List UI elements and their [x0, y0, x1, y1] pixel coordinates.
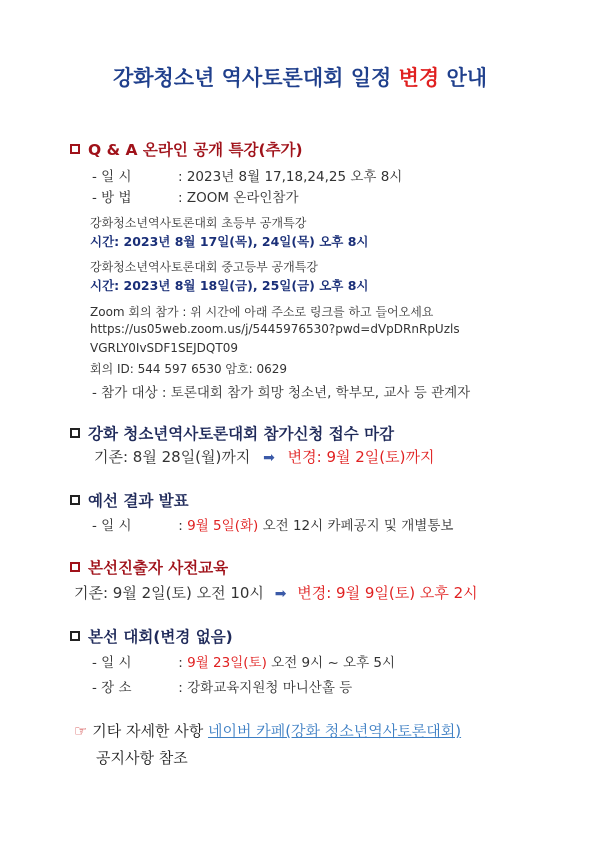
final-date-rest: 오전 9시 ~ 오후 5시: [266, 655, 396, 671]
title-emphasis: 변경: [398, 66, 440, 90]
qa-method-value: : ZOOM 온라인참가: [178, 190, 299, 206]
section-application-heading: [70, 422, 394, 444]
checkbox-square-icon: [70, 495, 80, 505]
checkbox-square-icon: [70, 144, 80, 154]
section-prelim-heading: [70, 489, 189, 511]
elem-lecture-time: 시간: 2023년 8월 17일(목), 24일(목) 오후 8시: [90, 234, 369, 249]
application-before: 기존: 8월 28일(월)까지: [94, 448, 251, 466]
application-after: 변경: 9월 2일(토)까지: [287, 448, 435, 466]
qa-method-label: - 방 법: [92, 190, 132, 206]
section-final-heading: [70, 625, 233, 647]
final-place-label: - 장 소: [92, 680, 132, 696]
qa-date-value: : 2023년 8월 17,18,24,25 오후 8시: [178, 169, 403, 185]
zoom-link-line1[interactable]: https://us05web.zoom.us/j/5445976530?pwd=dVpDRnRpUzls: [90, 322, 460, 336]
right-arrow-icon: ➡: [263, 450, 275, 466]
elem-lecture-title: 강화청소년역사토론대회 초등부 공개특강: [90, 216, 307, 230]
pointing-hand-icon: ☞: [74, 722, 88, 740]
zoom-meeting-id: 회의 ID: 544 597 6530 암호: 0629: [90, 362, 288, 376]
pre-education-before: 기존: 9월 2일(토) 오전 10시: [74, 584, 264, 602]
qa-date-label: - 일 시: [92, 169, 132, 185]
section-qa-title: Q & A 온라인 공개 특강(추가): [88, 141, 303, 159]
final-date-row: [92, 651, 395, 671]
final-colon: :: [174, 655, 188, 671]
zoom-instruction: Zoom 회의 참가 : 위 시간에 아래 주소로 링크를 하고 들어오세요: [90, 305, 434, 319]
qa-method-row: [92, 186, 298, 206]
title-tail: 안내: [439, 66, 488, 90]
final-date: 9월 23일(토): [187, 655, 267, 671]
section-final-title: 본선 대회(변경 없음): [88, 628, 233, 646]
prelim-colon: :: [174, 518, 188, 534]
section-qa-heading: [70, 138, 303, 160]
footer-line2: 공지사항 참조: [96, 749, 188, 767]
final-place-row: [92, 676, 352, 696]
naver-cafe-link[interactable]: 네이버 카페(강화 청소년역사토론대회): [207, 722, 462, 740]
page-title: [0, 62, 600, 92]
zoom-link-line2[interactable]: VGRLY0IvSDF1SEJDQT09: [90, 341, 238, 355]
right-arrow-icon: ➡: [274, 586, 287, 602]
qa-date-row: [92, 165, 402, 185]
section-pre-education-heading: [70, 556, 228, 578]
final-date-label: - 일 시: [92, 655, 132, 671]
pre-education-change-row: [74, 582, 478, 603]
checkbox-square-icon: [70, 562, 80, 572]
mid-lecture-title: 강화청소년역사토론대회 중고등부 공개특강: [90, 260, 318, 274]
checkbox-square-icon: [70, 631, 80, 641]
section-pre-education-title: 본선진출자 사전교육: [88, 559, 229, 577]
application-change-row: [94, 446, 434, 467]
final-place-value: : 강화교육지원청 마니산홀 등: [174, 680, 353, 696]
section-prelim-title: 예선 결과 발표: [88, 492, 189, 510]
pre-education-after: 변경: 9월 9일(토) 오후 2시: [297, 584, 478, 602]
title-main: 강화청소년 역사토론대회 일정: [112, 66, 399, 90]
qa-target: - 참가 대상 : 토론대회 참가 희망 청소년, 학부모, 교사 등 관계자: [92, 385, 471, 401]
prelim-date-label: - 일 시: [92, 518, 132, 534]
checkbox-square-icon: [70, 428, 80, 438]
prelim-date: 9월 5일(화): [187, 518, 259, 534]
footer-text: 기타 자세한 사항: [92, 722, 208, 740]
footer-note: [74, 720, 461, 741]
section-application-title: 강화 청소년역사토론대회 참가신청 접수 마감: [88, 425, 395, 443]
prelim-rest: 오전 12시 카페공지 및 개별통보: [258, 518, 454, 534]
mid-lecture-time: 시간: 2023년 8월 18일(금), 25일(금) 오후 8시: [90, 278, 369, 293]
prelim-date-row: [92, 514, 453, 534]
